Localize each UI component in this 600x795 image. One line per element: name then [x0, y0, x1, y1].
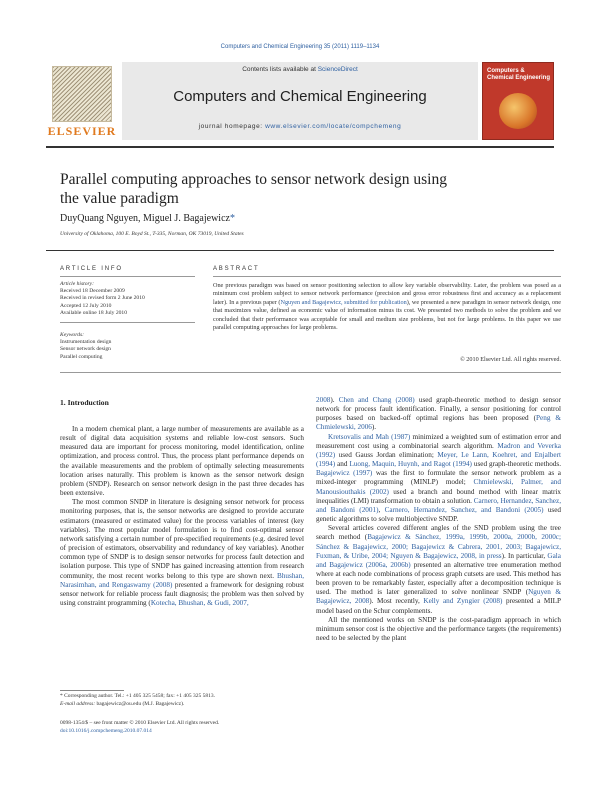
- text-span: ,: [378, 505, 385, 514]
- elsevier-logo[interactable]: [46, 62, 118, 140]
- abstract-rule: [213, 276, 561, 277]
- sciencedirect-link[interactable]: ScienceDirect: [317, 66, 358, 73]
- footnote-rule: [60, 690, 124, 691]
- body-divider: [60, 372, 561, 373]
- abstract-copyright: © 2010 Elsevier Ltd. All rights reserved.: [460, 356, 561, 363]
- citation-link[interactable]: Nguyen and Bagajewicz, submitted for publication: [280, 298, 407, 306]
- paragraph: [316, 433, 561, 525]
- text-span: was the first to formulate the sensor network problem as a mixed-integer programming (MINLP) model;: [316, 469, 561, 487]
- author-list: [60, 213, 500, 224]
- abstract-part: One previous paradigm was based on sensor positioning selection to allow key variable observability. Later, the problem was posed as a minimum cost problem subject to sensor network performance (precision and gross error robustness first and accuracy as a replacement later). In a previous paper (: [213, 282, 561, 306]
- cover-title: Computers & Chemical Engineering: [487, 68, 551, 81]
- paragraph: [60, 498, 304, 608]
- corresponding-author-mark[interactable]: *: [229, 213, 235, 224]
- title-divider: [46, 250, 554, 251]
- affiliation: University of Oklahoma, 100 E. Boyd St., T-335, Norman, OK 73019, United States: [60, 231, 244, 237]
- keyword-item: Parallel computing: [60, 353, 103, 360]
- text-span: used graph-theoretic method to design sensor network for process fault identification. Finally, a sensor positioning for control purposes based on backed-off optimal regions has been proposed (: [316, 396, 561, 423]
- homepage-prefix: journal homepage:: [198, 123, 266, 130]
- paragraph: [316, 524, 561, 616]
- history-item: Accepted 12 July 2010: [60, 302, 112, 309]
- history-item: Available online 18 July 2010: [60, 309, 128, 316]
- journal-cover-thumbnail[interactable]: [482, 62, 554, 140]
- abstract-heading: ABSTRACT: [213, 266, 260, 272]
- paragraph: [316, 396, 561, 433]
- citation-link[interactable]: Chen and Chang (2008): [338, 396, 415, 404]
- citation-link[interactable]: Gala and Bagajewicz (2006a, 2006b): [316, 551, 561, 569]
- text-span: presented a framework for designing robust sensor network for reliable process fault diagnosis; the problem was then solved by using constraint programming (: [60, 580, 304, 607]
- history-item: Received 18 December 2009: [60, 288, 125, 295]
- article-info-heading: ARTICLE INFO: [60, 266, 123, 272]
- citation-link[interactable]: Kotecha, Bhushan, & Gudi, 2007,: [150, 598, 249, 607]
- corresponding-author-note: [60, 693, 310, 701]
- text-span: minimized a weighted sum of estimation error and measurement cost using a combinatorial search algorithm.: [316, 432, 562, 450]
- email-address[interactable]: bagajewicz@ou.edu (M.J. Bagajewicz).: [95, 700, 185, 707]
- paper-title: [60, 170, 500, 208]
- cover-art-image: [499, 93, 537, 129]
- citation-link[interactable]: Carnero, Hernandez, Sanchez, and Bandoni (2001): [316, 496, 561, 514]
- text-span: used genetic algorithms to solve multiobjective SNDP.: [316, 505, 561, 524]
- text-span: used graph-theoretic methods.: [471, 460, 561, 469]
- journal-header: [46, 62, 554, 142]
- body-column-right: [316, 396, 561, 643]
- text-span: ).: [371, 423, 377, 432]
- paragraph: All the mentioned works on SNDP is the cost-paradigm approach in which minimum sensor cost is the objective and the performance targets (the requirements) need to be selected by the plant: [316, 615, 561, 643]
- citation-link[interactable]: Meyer, Le Lann, Koehret, and Enjalbert (1994): [316, 450, 561, 469]
- contents-line: [122, 66, 478, 73]
- body-column-left: [60, 425, 304, 608]
- history-item: Received in revised form 2 June 2010: [60, 295, 145, 302]
- title-line: Parallel computing approaches to sensor network design using: [60, 171, 447, 188]
- keyword-item: Instrumentation design: [60, 339, 112, 346]
- abstract-part: ), we presented a new paradigm in sensor network design, one that maximizes value, defined as economic value of information minus its cost. We presented two methods to solve the problem and we concluded that their performance was acceptable for small and medium size problems, but not for large problems. In this paper we use parallel computing approaches for large problems.: [213, 298, 561, 332]
- text-span: The most common SNDP in literature is designing sensor network for process monitoring purposes, that is, the sensor networks are designed to provide accurate estimators (measured or estimated value) for the process variables of interest (key variables). The most popular model formulation is to find cost-optimal sensor network satisfying a certain number of pre-specified requirements (e.g. desired level of precision of estimators, observability and redundancy of key variables). Another common type of SNDP is to design sensor networks for process fault detection and isolation purpose. This type of SNDP has gained increasing attention from research community, the most recent works belong to this type are shown next.: [60, 498, 304, 580]
- citation-link[interactable]: Chmielewski, Palmer, and Manousiouthakis (2002): [316, 478, 561, 496]
- citation-link[interactable]: Peng & Chmielewski, 2006: [316, 414, 561, 432]
- text-span: and: [335, 460, 350, 469]
- text-span: presented a MILP model based on the Schur complements.: [316, 597, 561, 615]
- article-history: [60, 281, 195, 317]
- citation-link[interactable]: Kretsovalis and Mah (1987): [328, 432, 411, 441]
- authors-text: DuyQuang Nguyen, Miguel J. Bagajewicz: [60, 213, 230, 224]
- citation-link[interactable]: Kelly and Zyngier (2008): [423, 597, 503, 606]
- abstract-text: [213, 282, 561, 332]
- email-note: [60, 701, 310, 709]
- elsevier-wordmark: ELSEVIER: [47, 124, 117, 138]
- citation-link[interactable]: Nguyen & Bagajewicz, 2008: [316, 588, 561, 606]
- text-span: ). Most recently,: [369, 597, 424, 606]
- history-label: Article history:: [60, 281, 95, 287]
- citation-link[interactable]: Madron and Veverka (1992): [316, 441, 561, 459]
- issn-line: 0098-1354/$ – see front matter © 2010 Elsevier Ltd. All rights reserved.: [60, 720, 220, 726]
- homepage-link[interactable]: www.elsevier.com/locate/compchemeng: [265, 123, 402, 130]
- text-span: used a branch and bound method with linear matrix inequalities (LMI) transformation to obtain a solution.: [316, 487, 561, 505]
- journal-citation[interactable]: Computers and Chemical Engineering 35 (2011) 1119–1134: [220, 44, 380, 50]
- masthead: [122, 62, 478, 140]
- text-span: presented an alternative tree enumeration method where at each node combinations of process graph cutsets are used. This method has been proven to be remarkably faster, especially after a decomposition technique is used. The method is later generalized to solve nonlinear SNDP (: [316, 560, 561, 597]
- contents-prefix: Contents lists available at: [242, 66, 318, 73]
- keywords-block: [60, 332, 195, 361]
- citation-link[interactable]: Luong, Maquin, Huynh, and Ragot (1994): [349, 460, 472, 469]
- article-footer: [60, 720, 320, 735]
- keywords-label: Keywords:: [60, 332, 85, 338]
- citation-link[interactable]: Bhushan, Narasimhan, and Rengaswamy (2008): [60, 571, 304, 589]
- citation-link[interactable]: Carnero, Hernandez, Sanchez, and Bandoni (2005): [384, 505, 544, 514]
- text-span: ). In particular,: [501, 551, 548, 560]
- citation-link[interactable]: 2008: [316, 396, 331, 404]
- citation-link[interactable]: Bagajewicz (1997): [316, 469, 373, 478]
- header-divider: [46, 146, 554, 148]
- footnote: [60, 693, 310, 708]
- citation-link[interactable]: Bagajewicz & Sánchez, 1999a, 1999b, 2000a, 2000b, 2000c; Sánchez & Bagajewicz, 2000; Bagajewicz & Cabrera, 2001, 2003; Bagajewicz, Fuxman, & Uribe, 2004; Nguyen & Bagajewicz, 2008, in press: [316, 533, 561, 560]
- title-line: the value paradigm: [60, 190, 179, 207]
- footnote-mark: *: [60, 693, 63, 699]
- keyword-item: Sensor network design: [60, 346, 111, 353]
- info-divider: [60, 322, 195, 323]
- email-label: E-mail address:: [60, 700, 96, 707]
- text-span: Several articles covered different angles of the SND problem using the tree search method (: [316, 524, 561, 542]
- info-rule: [60, 276, 195, 277]
- section-heading-introduction: 1. Introduction: [60, 398, 109, 407]
- homepage-line: [122, 123, 478, 130]
- footnote-text: Corresponding author. Tel.: +1 405 325 5458; fax: +1 405 325 5813.: [64, 693, 215, 699]
- text-span: used Gauss Jordan elimination;: [335, 450, 438, 459]
- text-span: ).: [330, 396, 339, 404]
- journal-title: Computers and Chemical Engineering: [173, 88, 427, 105]
- elsevier-tree-icon: [52, 66, 112, 122]
- paragraph: In a modern chemical plant, a large number of measurements are available as a result of digital data acquisition systems and reliable low-cost sensors. Such measured data are important for process monitoring, model identification, online optimization, and process control. Thus, the process plant performance depends on the available measurements and the problem of optimally selecting measurements location arises naturally. This problem is known as the sensor network design problem (SNDP). Research on sensor network design in the past three decades has been extensive.: [60, 425, 304, 498]
- doi-link[interactable]: doi:10.1016/j.compchemeng.2010.07.014: [60, 727, 152, 734]
